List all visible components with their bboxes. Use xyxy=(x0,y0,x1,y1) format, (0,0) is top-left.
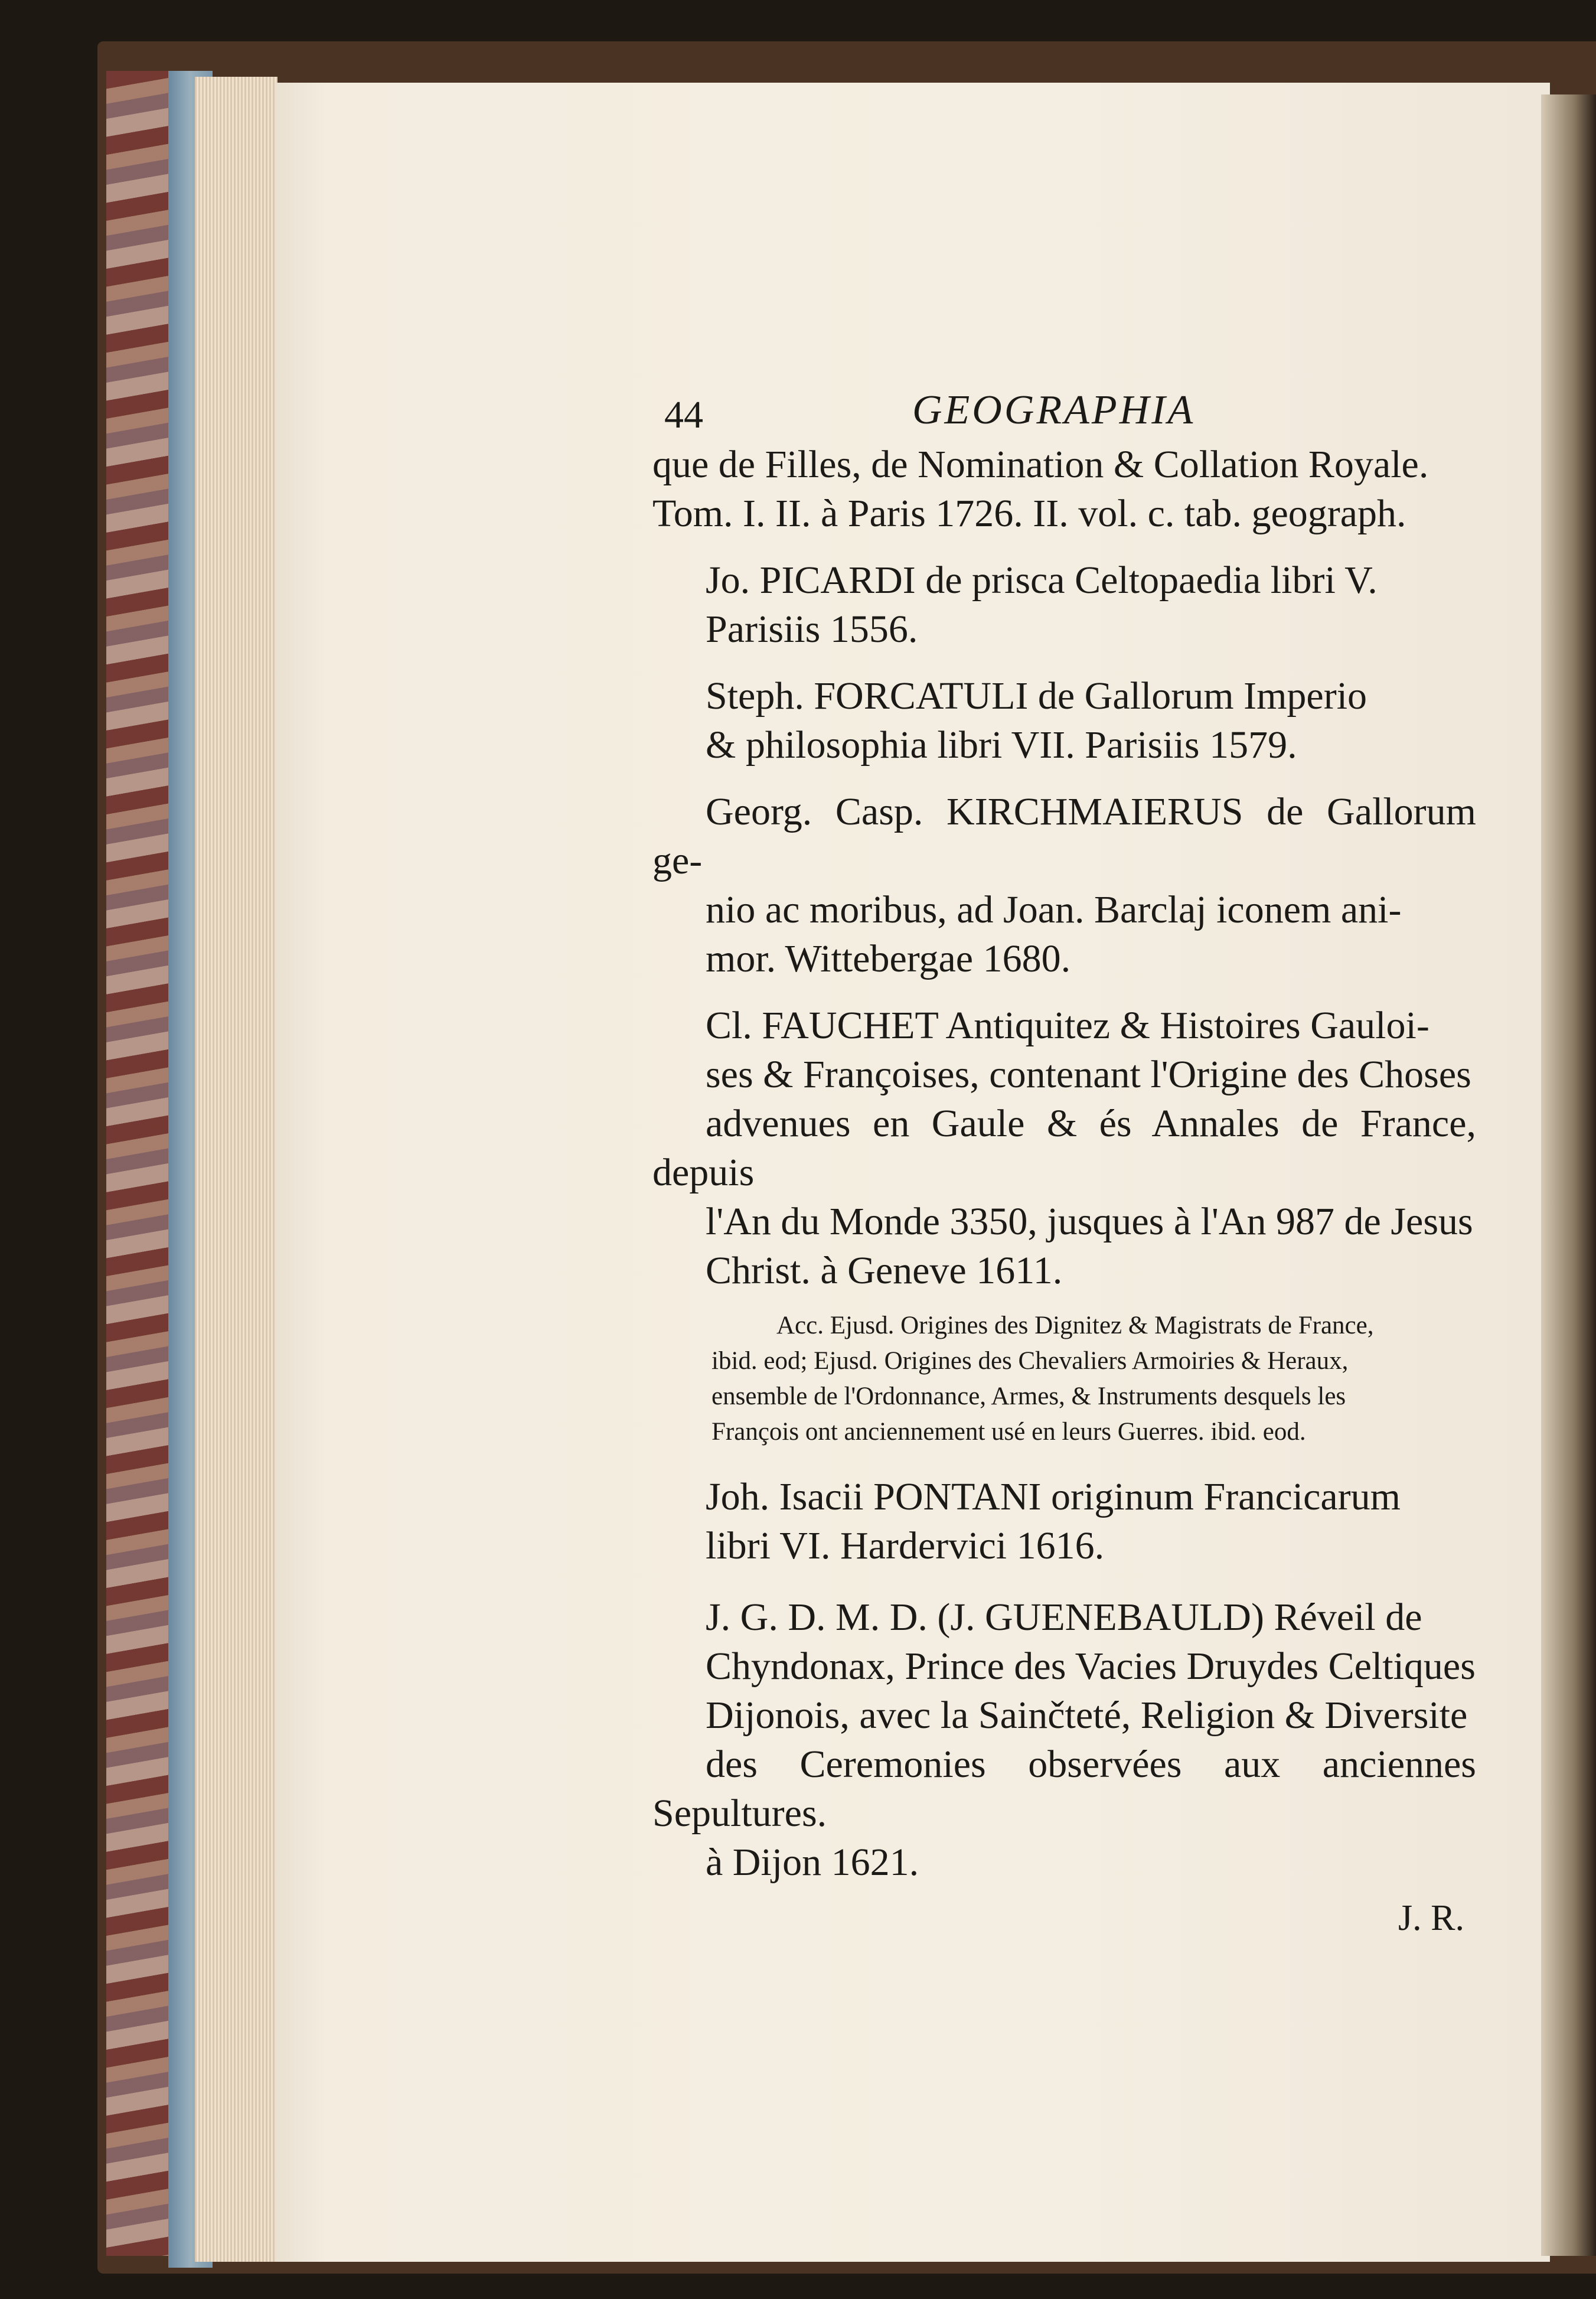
entry-picardi xyxy=(652,556,1476,654)
text-line: Jo. PICARDI de prisca Celtopaedia libri V. xyxy=(706,559,1378,602)
note-line: ensemble de l'Ordonnance, Armes, & Instruments desquels les xyxy=(711,1382,1346,1410)
page-header xyxy=(652,381,1476,440)
entry-forcatuli xyxy=(652,671,1476,769)
text-line: Joh. Isacii PONTANI originum Francicarum xyxy=(706,1475,1401,1518)
text-line: Georg. Casp. KIRCHMAIERUS de Gallorum ge- xyxy=(652,790,1476,882)
page-edges xyxy=(195,77,278,2262)
text-line: advenues en Gaule & és Annales de France, depuis xyxy=(652,1102,1476,1194)
text-line: Parisiis 1556. xyxy=(706,608,918,651)
entry-pontani xyxy=(652,1472,1476,1570)
text-line: à Dijon 1621. xyxy=(706,1841,919,1884)
text-line: & philosophia libri VII. Parisiis 1579. xyxy=(706,723,1297,767)
note-line: François ont anciennement usé en leurs Guerres. ibid. eod. xyxy=(711,1418,1306,1446)
page-text xyxy=(652,381,1476,1939)
text-line: Steph. FORCATULI de Gallorum Imperio xyxy=(706,674,1367,718)
entry-note xyxy=(652,1308,1476,1450)
page-number: 44 xyxy=(664,393,703,436)
text-line: ses & Françoises, contenant l'Origine des Choses xyxy=(706,1053,1471,1096)
text-line: libri VI. Hardervici 1616. xyxy=(706,1524,1105,1567)
entry-fauchet xyxy=(652,1001,1476,1295)
text-line: mor. Wittebergae 1680. xyxy=(706,937,1071,980)
page-gutter-shadow xyxy=(1541,94,1596,2256)
text-line: Tom. I. II. à Paris 1726. II. vol. c. tab. geograph. xyxy=(652,492,1406,535)
text-line: Cl. FAUCHET Antiquitez & Histoires Gauloi- xyxy=(706,1004,1429,1047)
text-line: Christ. à Geneve 1611. xyxy=(706,1249,1063,1292)
note-line: ibid. eod; Ejusd. Origines des Chevaliers Armoiries & Heraux, xyxy=(711,1347,1349,1375)
text-line: nio ac moribus, ad Joan. Barclaj iconem ani- xyxy=(706,888,1402,931)
text-line: Dijonois, avec la Sainčteté, Religion & Diversite xyxy=(706,1694,1468,1737)
entry-guenebauld xyxy=(652,1593,1476,1887)
note-line: Acc. Ejusd. Origines des Dignitez & Magistrats de France, xyxy=(776,1312,1374,1339)
text-line: l'An du Monde 3350, jusques à l'An 987 de Jesus xyxy=(706,1200,1473,1243)
text-line: Chyndonax, Prince des Vacies Druydes Celtiques xyxy=(706,1645,1476,1688)
entry-continuation xyxy=(652,440,1476,538)
text-line: J. G. D. M. D. (J. GUENEBAULD) Réveil de xyxy=(706,1596,1422,1639)
text-line: que de Filles, de Nomination & Collation Royale. xyxy=(652,443,1429,486)
catchword: J. R. xyxy=(1398,1898,1464,1938)
running-title: GEOGRAPHIA xyxy=(912,387,1196,433)
text-line: des Ceremonies observées aux anciennes Sepultures. xyxy=(652,1743,1476,1835)
entry-kirchmaierus xyxy=(652,787,1476,983)
